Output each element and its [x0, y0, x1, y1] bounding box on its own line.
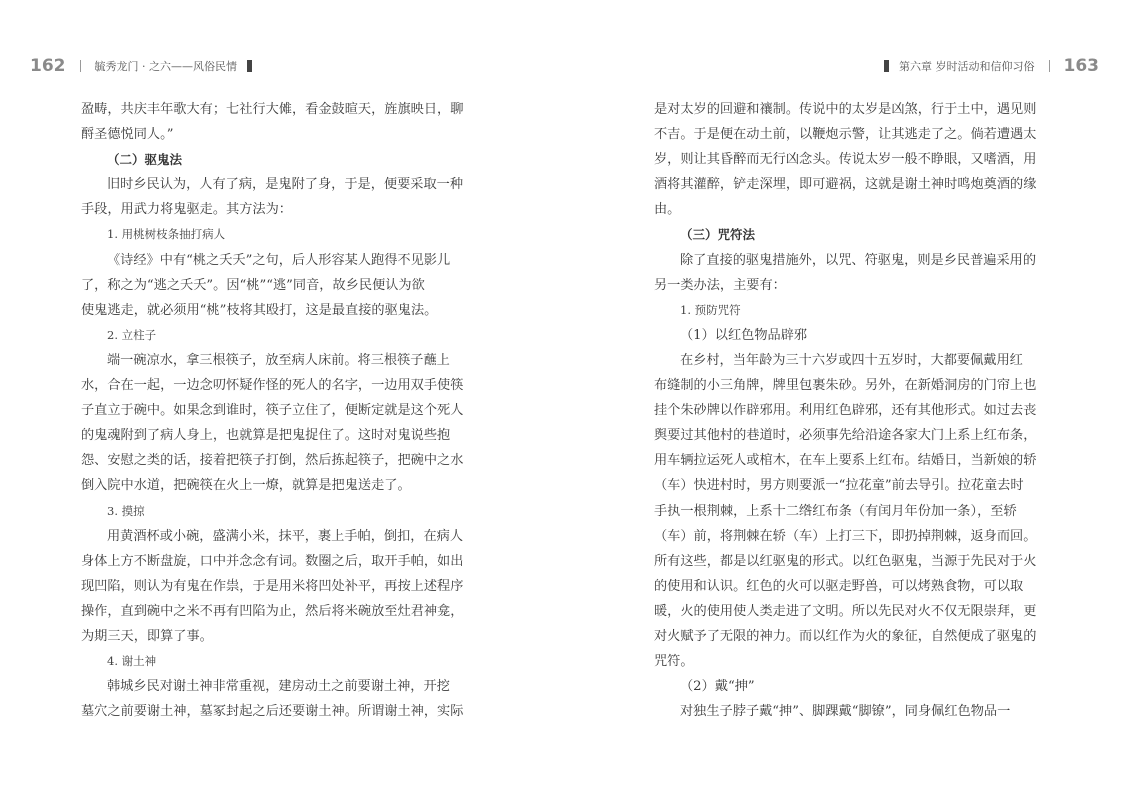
left-running-head-title: 毓秀龙门 · 之六——风俗民情 — [94, 60, 237, 73]
section-heading: （二）驱鬼法 — [107, 152, 183, 168]
text-line: 怨、安慰之类的话，接着把筷子打倒，然后拣起筷子，把碗中之水 — [81, 453, 464, 469]
text-line: （1）以红色物品辟邪 — [680, 327, 808, 343]
text-line: 酹圣德悦同人。” — [81, 127, 174, 143]
text-line: 旧时乡民认为，人有了病，是鬼附了身，于是，便要采取一种 — [107, 177, 464, 193]
text-line: （车）前，将荆棘在轿（车）上打三下，即扔掉荆棘，返身而回。 — [654, 528, 1037, 544]
text-line: 除了直接的驱鬼措施外，以咒、符驱鬼，则是乡民普遍采用的 — [680, 252, 1037, 268]
text-line: 岁，则让其昏醉而无行凶念头。传说太岁一般不睁眼，又嗜酒，用 — [654, 152, 1037, 168]
text-line: 的使用和认识。红色的火可以驱走野兽，可以烤熟食物，可以取 — [654, 578, 1024, 594]
text-line: 舆要过其他村的巷道时，必须事先给沿途各家大门上系上红布条， — [654, 428, 1037, 444]
subsection-heading: 4. 谢土神 — [107, 654, 157, 669]
subsection-heading: 1. 预防咒符 — [680, 302, 741, 317]
text-line: 操作，直到碗中之米不再有凹陷为止，然后将米碗放至灶君神龛， — [81, 603, 464, 619]
text-line: 暖，火的使用使人类走进了文明。所以先民对火不仅无限崇拜，更 — [654, 603, 1037, 619]
left-body-text — [81, 97, 481, 724]
text-line: 使鬼逃走，就必须用“桃”枝将其殴打，这是最直接的驱鬼法。 — [81, 302, 438, 318]
text-line: 为期三天，即算了事。 — [81, 628, 213, 644]
header-block-mark — [884, 60, 889, 72]
text-line: 子直立于碗中。如果念到谁时，筷子立住了，便断定就是这个死人 — [81, 403, 464, 419]
text-line: 用黄酒杯或小碗，盛满小米，抹平，裹上手帕，倒扣，在病人 — [107, 528, 464, 544]
subsection-heading: 2. 立柱子 — [107, 327, 157, 342]
text-line: 不吉。于是便在动土前，以鞭炮示警，让其逃走了之。倘若遭遇太 — [654, 127, 1037, 143]
text-line: （车）快进村时，男方则要派一“拉花童”前去导引。拉花童去时 — [654, 478, 1024, 494]
header-separator — [1049, 60, 1050, 72]
text-line: 身体上方不断盘旋，口中并念念有词。数圈之后，取开手帕，如出 — [81, 553, 464, 569]
section-heading: （三）咒符法 — [680, 227, 756, 243]
text-line: 现凹陷，则认为有鬼在作祟，于是用米将凹处补平，再按上述程序 — [81, 578, 464, 594]
text-line: 水，合在一起，一边念叨怀疑作怪的死人的名字，一边用双手使筷 — [81, 378, 464, 394]
subsection-heading: 3. 摸掠 — [107, 503, 145, 518]
header-separator — [80, 60, 81, 72]
text-line: 咒符。 — [654, 654, 694, 670]
right-body-text — [654, 97, 1054, 724]
text-line: 《诗经》中有“桃之夭夭”之句，后人形容某人跑得不见影儿 — [107, 252, 451, 268]
left-running-header — [30, 55, 262, 77]
text-line: 由。 — [654, 202, 681, 218]
text-line: 挂个朱砂牌以作辟邪用。利用红色辟邪，还有其他形式。如过去丧 — [654, 403, 1037, 419]
text-line: 用车辆拉运死人或棺木，在车上要系上红布。结婚日，当新娘的轿 — [654, 453, 1037, 469]
text-line: 所有这些，都是以红驱鬼的形式。以红色驱鬼，当源于先民对于火 — [654, 553, 1037, 569]
right-running-header — [874, 55, 1099, 77]
left-page — [0, 0, 566, 799]
text-line: 倒入院中水道，把碗筷在火上一燎，就算是把鬼送走了。 — [81, 478, 411, 494]
text-line: 韩城乡民对谢土神非常重视，建房动土之前要谢土神，开挖 — [107, 679, 450, 695]
text-line: 布缝制的小三角牌，牌里包裹朱砂。另外，在新婚洞房的门帘上也 — [654, 378, 1037, 394]
right-page — [567, 0, 1133, 799]
text-line: 手段，用武力将鬼驱走。其方法为： — [81, 202, 292, 218]
text-line: 墓穴之前要谢土神，墓冢封起之后还要谢土神。所谓谢土神，实际 — [81, 704, 464, 720]
text-line: 另一类办法，主要有： — [654, 277, 786, 293]
text-line: 的鬼魂附到了病人身上，也就算是把鬼捉住了。这时对鬼说些抱 — [81, 428, 451, 444]
left-page-number: 162 — [30, 56, 66, 76]
text-line: 在乡村，当年龄为三十六岁或四十五岁时，大都要佩戴用红 — [680, 352, 1023, 368]
text-line: 盈畴，共庆丰年歌大有；七社行大傩，看金鼓暄天，旌旗映日，聊 — [81, 102, 464, 117]
text-line: 了，称之为“逃之夭夭”。因“桃”“逃”同音，故乡民便认为欲 — [81, 277, 425, 293]
text-line: 对独生子脖子戴“抻”、脚踝戴“脚镣”，同身佩红色物品一 — [680, 704, 1011, 720]
right-running-head-title: 第六章 岁时活动和信仰习俗 — [899, 60, 1035, 73]
text-line: 手执一根荆棘，上系十二绺红布条（有闰月年份加一条），至轿 — [654, 503, 1017, 519]
text-line: （2）戴“抻” — [680, 679, 755, 695]
header-block-mark — [247, 60, 252, 72]
text-line: 端一碗凉水，拿三根筷子，放至病人床前。将三根筷子蘸上 — [107, 352, 450, 368]
text-line: 是对太岁的回避和禳制。传说中的太岁是凶煞，行于土中，遇见则 — [654, 102, 1037, 117]
right-page-number: 163 — [1063, 56, 1099, 76]
subsection-heading: 1. 用桃树枝条抽打病人 — [107, 227, 226, 242]
text-line: 酒将其灌醉，铲走深埋，即可避祸，这就是谢土神时鸣炮奠酒的缘 — [654, 177, 1037, 193]
text-line: 对火赋予了无限的神力。而以红作为火的象征，自然便成了驱鬼的 — [654, 628, 1037, 644]
